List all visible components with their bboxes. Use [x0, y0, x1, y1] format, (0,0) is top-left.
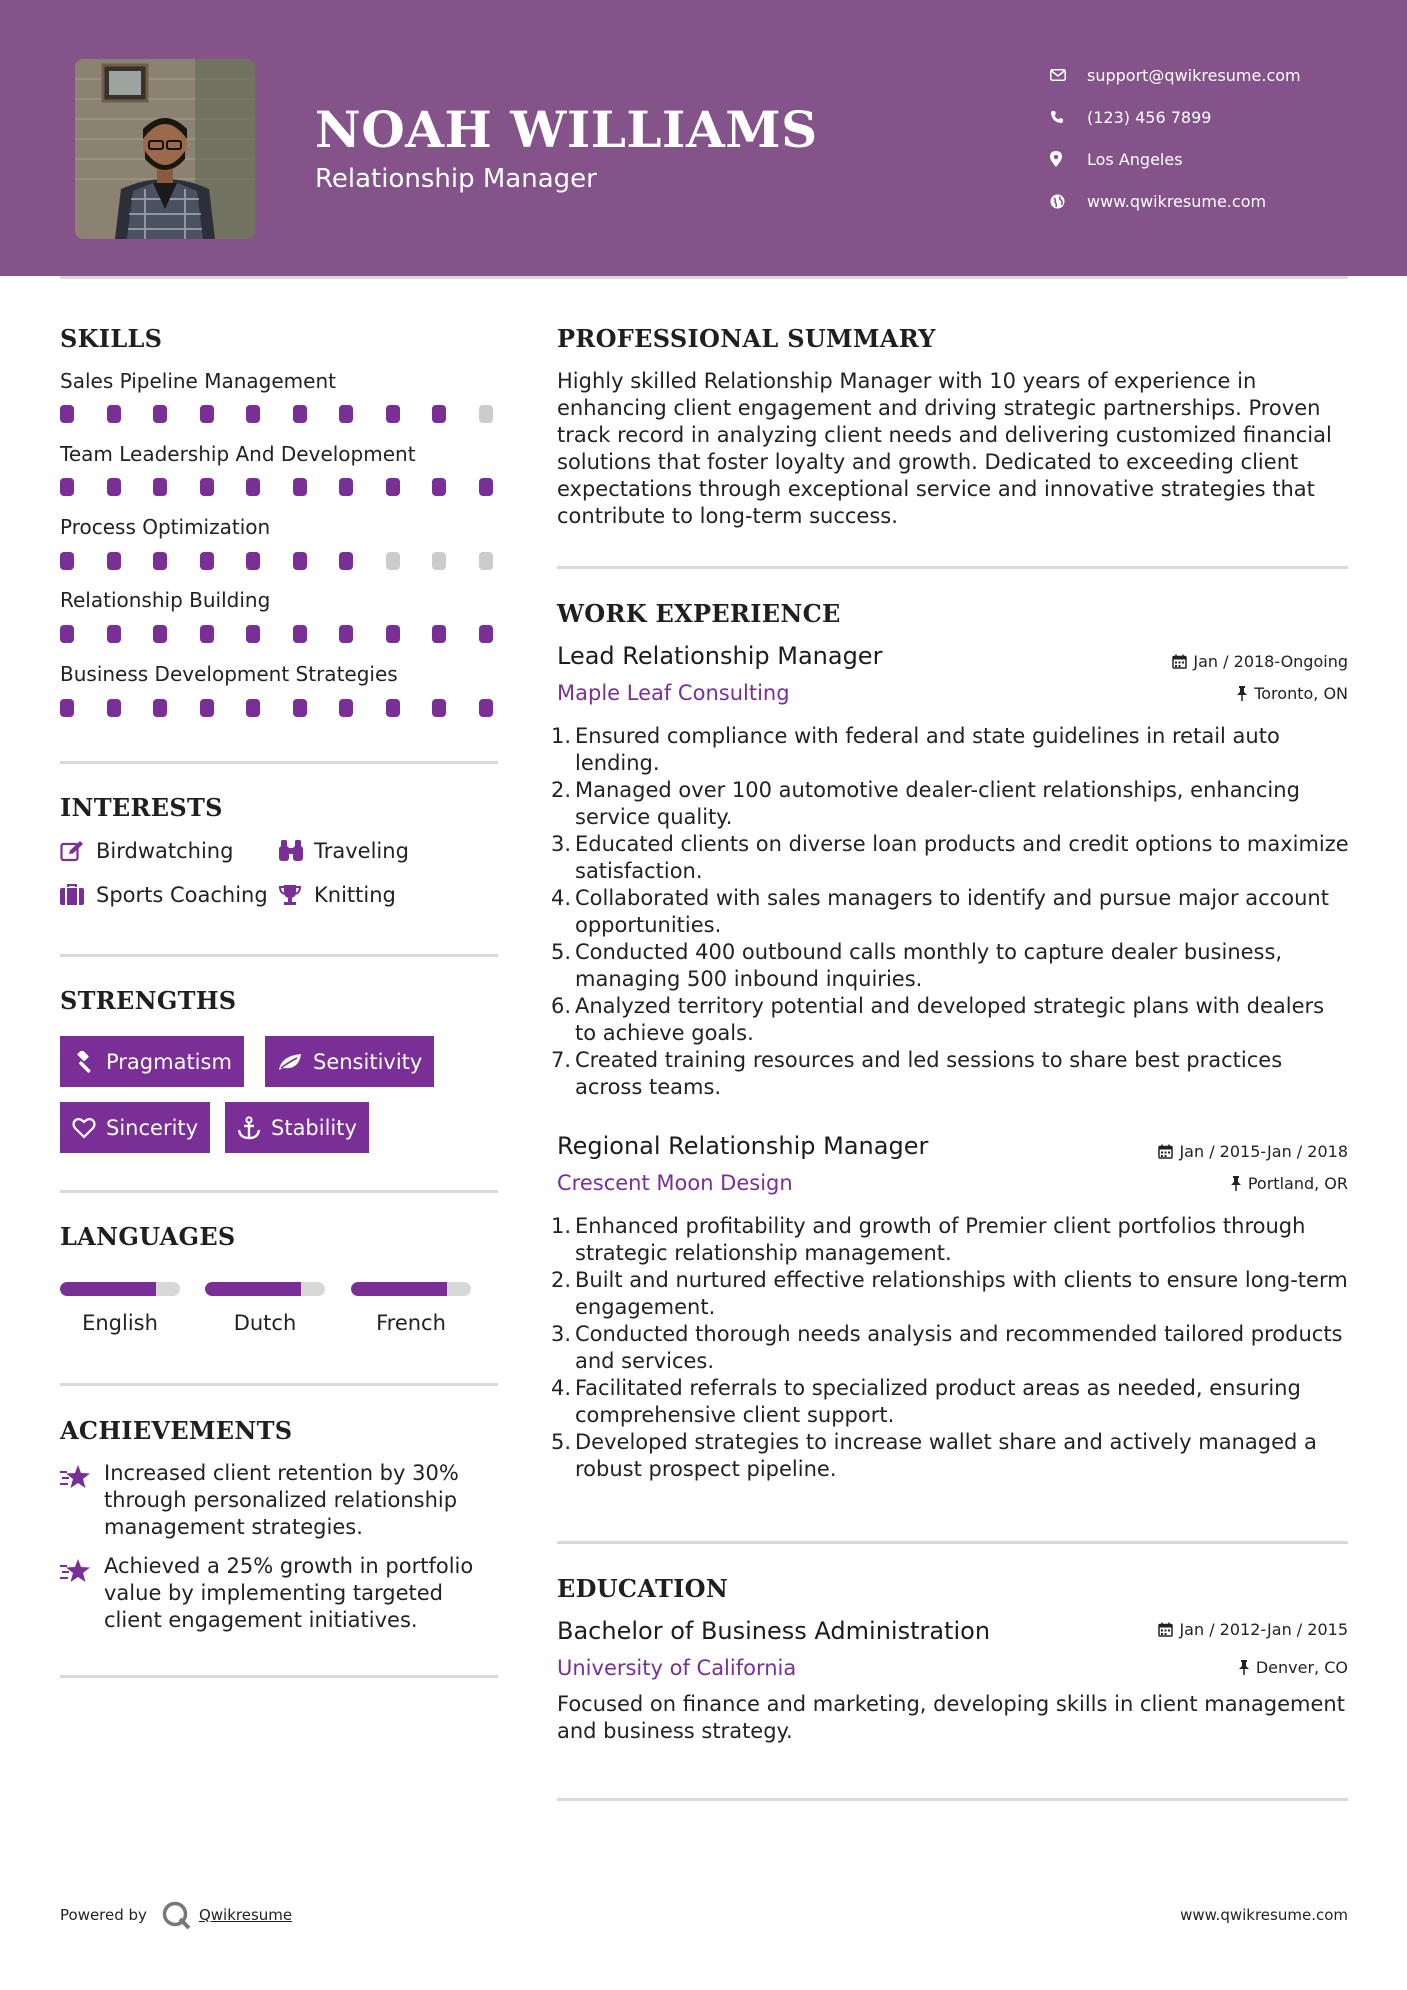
job-title: Lead Relationship Manager — [557, 642, 883, 670]
heart-icon — [72, 1117, 96, 1139]
bullet-number: 4. — [551, 886, 572, 910]
skill-dot — [246, 405, 260, 423]
skill-dot — [293, 699, 307, 717]
skill-dot — [60, 625, 74, 643]
education-description: Focused on finance and marketing, developing skills in client management and business strategy. — [557, 1692, 1345, 1743]
skills-heading: SKILLS — [60, 324, 163, 353]
language-level-fill — [351, 1282, 447, 1296]
skill-dot — [293, 552, 307, 570]
job-bullet — [551, 1047, 1351, 1101]
education-heading: EDUCATION — [557, 1574, 729, 1603]
bullet-number: 7. — [551, 1048, 572, 1072]
contact-website[interactable] — [1050, 180, 1301, 222]
job-bullet — [551, 1213, 1351, 1267]
skill-dot — [432, 478, 446, 496]
bullet-number: 3. — [551, 832, 572, 856]
bullet-number: 2. — [551, 1268, 572, 1292]
job-bullet — [551, 885, 1351, 939]
skill-dot — [107, 699, 121, 717]
job-location: Portland, OR — [1230, 1174, 1348, 1193]
skill-dot — [479, 552, 493, 570]
job-bullet — [551, 1321, 1351, 1375]
language-level-fill — [60, 1282, 156, 1296]
footer-branding — [60, 1900, 292, 1930]
skill-dot — [479, 405, 493, 423]
skill-dot — [339, 478, 353, 496]
skill-dot — [386, 625, 400, 643]
skill-dot — [200, 625, 214, 643]
bullet-text: Collaborated with sales managers to identify and pursue major account opportunities. — [575, 886, 1329, 937]
skill-dot — [107, 405, 121, 423]
skill-dot — [479, 625, 493, 643]
skill-dot — [293, 625, 307, 643]
languages-heading: LANGUAGES — [60, 1222, 236, 1251]
map-pin-icon — [1050, 151, 1087, 167]
calendar-icon — [1158, 1622, 1173, 1637]
section-divider — [557, 1798, 1348, 1801]
phone-icon — [1050, 110, 1087, 124]
language-level-bar — [60, 1282, 180, 1296]
pushpin-icon — [1236, 686, 1248, 701]
language-level-bar — [205, 1282, 325, 1296]
skill-dot — [153, 625, 167, 643]
education-location: Denver, CO — [1238, 1658, 1348, 1677]
contact-location-text: Los Angeles — [1087, 149, 1183, 169]
skill-dot — [386, 478, 400, 496]
bullet-text: Conducted thorough needs analysis and recommended tailored products and services. — [575, 1322, 1343, 1373]
trophy-icon — [278, 884, 314, 906]
globe-icon — [1050, 194, 1087, 209]
bullet-text: Built and nurtured effective relationships with clients to ensure long-term engagement. — [575, 1268, 1348, 1319]
skill-dot — [60, 478, 74, 496]
skill-dot — [339, 405, 353, 423]
skill-label: Relationship Building — [60, 588, 271, 612]
summary-text: Highly skilled Relationship Manager with 10 years of experience in enhancing client engagement and driving strategic partnerships. Proven track record in analyzing client needs and delivering customized financial solutions that foster loyalty and growth. Dedicated to exceeding client expectations through exceptional service and innovative strategies that contribute to long-term success. — [557, 369, 1332, 528]
skill-dot — [60, 699, 74, 717]
skill-dot — [107, 625, 121, 643]
job-bullet — [551, 1429, 1351, 1483]
skill-rating — [60, 405, 498, 423]
pencil-square-icon — [60, 840, 96, 862]
job-bullets — [551, 723, 1351, 1101]
skill-rating — [60, 699, 498, 717]
language-level-bar — [351, 1282, 471, 1296]
skill-dot — [153, 552, 167, 570]
bullet-text: Managed over 100 automotive dealer-client relationships, enhancing service quality. — [575, 778, 1300, 829]
skill-dot — [432, 699, 446, 717]
powered-by-text: Powered by — [60, 1906, 147, 1924]
contact-email[interactable] — [1050, 54, 1301, 96]
interest-item: Birdwatching — [60, 839, 233, 863]
job-bullet — [551, 1375, 1351, 1429]
bullet-number: 3. — [551, 1322, 572, 1346]
skill-dot — [200, 405, 214, 423]
contact-phone-text: (123) 456 7899 — [1087, 107, 1212, 127]
job-bullets — [551, 1213, 1351, 1483]
bullet-number: 5. — [551, 940, 572, 964]
education-dates: Jan / 2012-Jan / 2015 — [1158, 1620, 1348, 1639]
summary-heading: PROFESSIONAL SUMMARY — [557, 324, 936, 353]
bullet-text: Enhanced profitability and growth of Premier client portfolios through strategic relationship management. — [575, 1214, 1306, 1265]
skill-label: Business Development Strategies — [60, 662, 398, 686]
skill-dot — [200, 699, 214, 717]
skill-dot — [200, 478, 214, 496]
skill-rating — [60, 625, 498, 643]
calendar-icon — [1158, 1144, 1173, 1159]
skill-dot — [153, 405, 167, 423]
contact-list — [1050, 54, 1301, 222]
bullet-text: Ensured compliance with federal and state guidelines in retail auto lending. — [575, 724, 1280, 775]
interest-item: Sports Coaching — [60, 883, 268, 907]
strength-chip: Sensitivity — [265, 1036, 434, 1087]
skill-dot — [479, 699, 493, 717]
bullet-number: 6. — [551, 994, 572, 1018]
skill-dot — [432, 405, 446, 423]
job-bullet — [551, 777, 1351, 831]
school-name: University of California — [557, 1656, 797, 1680]
language-level-fill — [205, 1282, 301, 1296]
skill-dot — [107, 478, 121, 496]
star-icon — [60, 1558, 92, 1588]
degree-title: Bachelor of Business Administration — [557, 1617, 991, 1645]
leaf-icon — [277, 1052, 303, 1072]
skill-dot — [386, 552, 400, 570]
qwikresume-logo-icon — [161, 1900, 191, 1930]
job-bullet — [551, 939, 1351, 993]
skill-dot — [60, 552, 74, 570]
achievement-text: Increased client retention by 30% through personalized relationship management strategies. — [104, 1461, 459, 1539]
bullet-number: 2. — [551, 778, 572, 802]
contact-website-text: www.qwikresume.com — [1087, 191, 1267, 211]
skill-dot — [432, 625, 446, 643]
job-dates: Jan / 2018-Ongoing — [1172, 652, 1348, 671]
star-icon — [60, 1464, 92, 1494]
bullet-text: Analyzed territory potential and developed strategic plans with dealers to achieve goals. — [575, 994, 1325, 1045]
header-banner — [0, 0, 1407, 276]
bullet-number: 1. — [551, 724, 572, 748]
job-location: Toronto, ON — [1236, 684, 1348, 703]
bullet-text: Educated clients on diverse loan products and credit options to maximize satisfaction. — [575, 832, 1349, 883]
job-bullet — [551, 723, 1351, 777]
section-divider — [60, 1190, 498, 1193]
contact-phone[interactable] — [1050, 96, 1301, 138]
skill-dot — [246, 699, 260, 717]
skill-label: Process Optimization — [60, 515, 271, 539]
job-title: Regional Relationship Manager — [557, 1132, 929, 1160]
section-divider — [557, 1541, 1348, 1544]
envelope-icon — [1050, 69, 1087, 81]
binoculars-icon — [278, 840, 314, 862]
candidate-title: Relationship Manager — [315, 164, 597, 194]
language-name: Dutch — [233, 1311, 297, 1335]
gavel-icon — [72, 1051, 96, 1073]
bullet-text: Developed strategies to increase wallet share and actively managed a robust prospect pipeline. — [575, 1430, 1317, 1481]
candidate-name: NOAH WILLIAMS — [315, 100, 818, 159]
skill-dot — [246, 625, 260, 643]
bullet-text: Facilitated referrals to specialized product areas as needed, ensuring comprehensive client support. — [575, 1376, 1301, 1427]
skill-dot — [246, 478, 260, 496]
bullet-text: Created training resources and led sessions to share best practices across teams. — [575, 1048, 1283, 1099]
section-divider — [60, 1383, 498, 1386]
skill-label: Team Leadership And Development — [60, 442, 416, 466]
footer-website[interactable]: www.qwikresume.com — [1180, 1906, 1348, 1924]
skill-dot — [339, 625, 353, 643]
interest-item: Traveling — [278, 839, 409, 863]
qwikresume-link[interactable]: Qwikresume — [198, 1906, 293, 1924]
skill-dot — [107, 552, 121, 570]
bullet-number: 4. — [551, 1376, 572, 1400]
job-bullet — [551, 993, 1351, 1047]
skill-rating — [60, 478, 498, 496]
contact-email-text: support@qwikresume.com — [1087, 65, 1301, 85]
strength-chip: Pragmatism — [60, 1036, 244, 1087]
skill-dot — [479, 478, 493, 496]
job-bullet — [551, 1267, 1351, 1321]
skill-dot — [200, 552, 214, 570]
pushpin-icon — [1230, 1176, 1242, 1191]
strengths-heading: STRENGTHS — [60, 986, 237, 1015]
skill-dot — [60, 405, 74, 423]
achievement-text: Achieved a 25% growth in portfolio value by implementing targeted client engagement initiatives. — [104, 1554, 474, 1632]
pushpin-icon — [1238, 1660, 1250, 1675]
achievements-heading: ACHIEVEMENTS — [60, 1416, 293, 1445]
company-name: Maple Leaf Consulting — [557, 681, 790, 705]
section-divider — [60, 1675, 498, 1678]
strength-chip: Stability — [225, 1102, 369, 1153]
profile-photo — [75, 59, 255, 239]
section-divider — [60, 761, 498, 764]
skill-dot — [153, 478, 167, 496]
skill-dot — [339, 552, 353, 570]
interest-item: Knitting — [278, 883, 396, 907]
company-name: Crescent Moon Design — [557, 1171, 793, 1195]
briefcase-icon — [60, 884, 96, 906]
strength-chip: Sincerity — [60, 1102, 210, 1153]
skill-dot — [386, 405, 400, 423]
job-bullet — [551, 831, 1351, 885]
section-divider — [557, 566, 1348, 569]
section-divider — [60, 954, 498, 957]
interests-heading: INTERESTS — [60, 793, 223, 822]
job-dates: Jan / 2015-Jan / 2018 — [1158, 1142, 1348, 1161]
contact-location — [1050, 138, 1301, 180]
calendar-icon — [1172, 654, 1187, 669]
skill-rating — [60, 552, 498, 570]
experience-heading: WORK EXPERIENCE — [557, 599, 841, 628]
bullet-text: Conducted 400 outbound calls monthly to capture dealer business, managing 500 inbound inquiries. — [575, 940, 1283, 991]
anchor-icon — [237, 1116, 261, 1140]
header-divider — [60, 276, 1348, 279]
skill-dot — [339, 699, 353, 717]
skill-dot — [432, 552, 446, 570]
language-name: English — [82, 1311, 158, 1335]
skill-dot — [293, 478, 307, 496]
bullet-number: 1. — [551, 1214, 572, 1238]
skill-label: Sales Pipeline Management — [60, 369, 336, 393]
bullet-number: 5. — [551, 1430, 572, 1454]
language-name: French — [376, 1311, 446, 1335]
skill-dot — [386, 699, 400, 717]
skill-dot — [293, 405, 307, 423]
skill-dot — [153, 699, 167, 717]
skill-dot — [246, 552, 260, 570]
